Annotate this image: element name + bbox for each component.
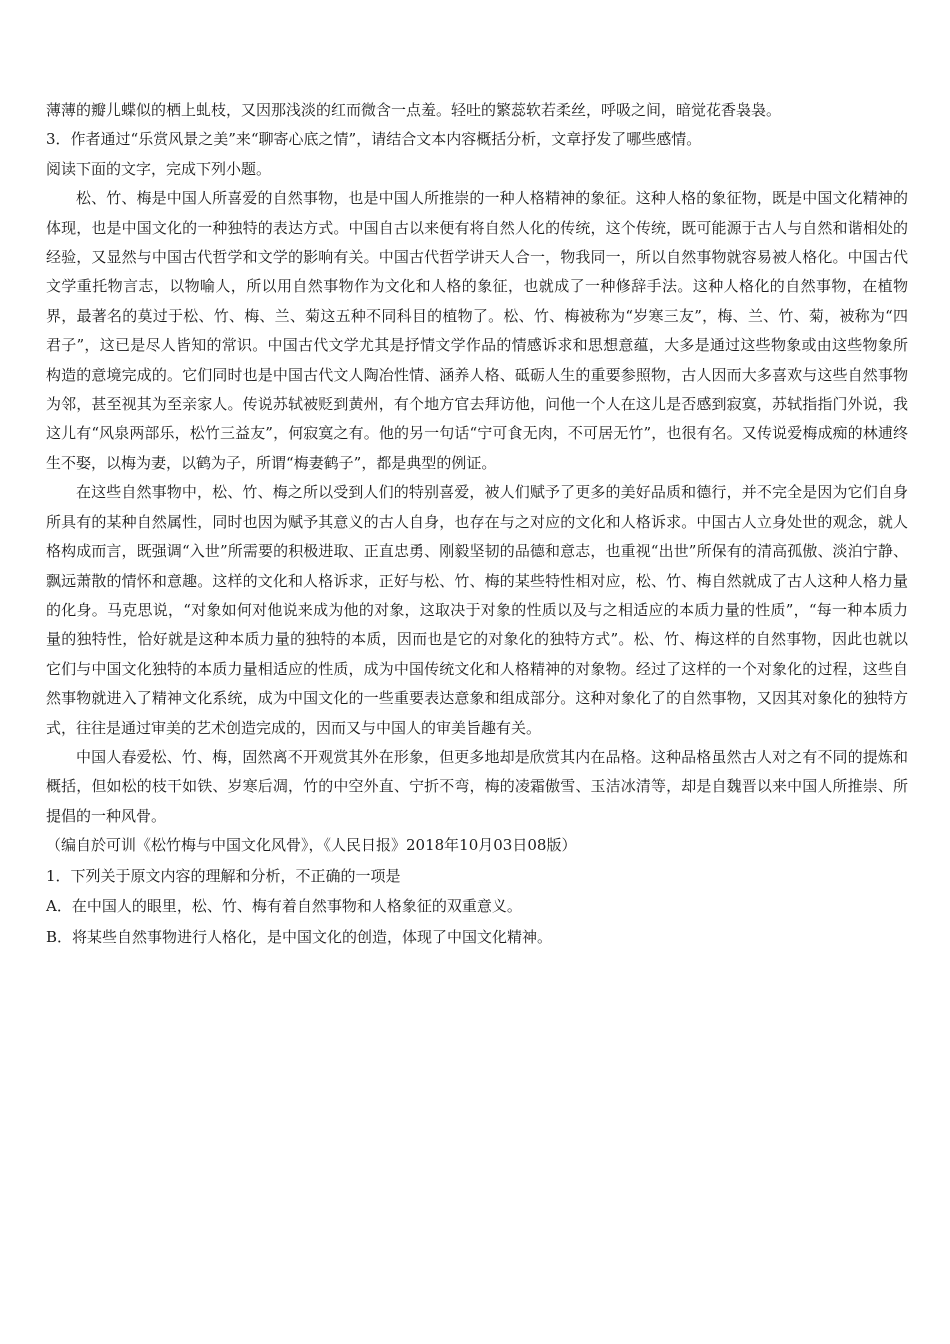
question-1-option-a: A．在中国人的眼里，松、竹、梅有着自然事物和人格象征的双重意义。	[46, 897, 522, 916]
article-paragraph-2: 在这些自然事物中，松、竹、梅之所以受到人们的特别喜爱，被人们赋予了更多的美好品质和德行，并不完全是因为它们自身所具有的某种自然属性，同时也因为赋予其意义的古人自身，也存在与之对应的文化和人格诉求。中国古人立身处世的观念，就人格构成而言，既强调“入世”所需要的积极进取、正直忠勇、刚毅坚韧的品德和意志，也重视“出世”所保有的清高孤傲、淡泊宁静、飘远萧散的情怀和意趣。这样的文化和人格诉求，正好与松、竹、梅的某些特性相对应，松、竹、梅自然就成了古人这种人格力量的化身。马克思说，“对象如何对他说来成为他的对象，这取决于对象的性质以及与之相适应的本质力量的性质”，“每一种本质力量的独特性，恰好就是这种本质力量的独特的本质，因而也是它的对象化的独特方式”。松、竹、梅这样的自然事物，因此也就以它们与中国文化独特的本质力量相适应的性质，成为中国传统文化和人格精神的对象物。经过了这样的一个对象化的过程，这些自然事物就进入了精神文化系统，成为中国文化的一些重要表达意象和组成部分。这种对象化了的自然事物，又因其对象化的独特方式，往往是通过审美的艺术创造完成的，因而又与中国人的审美旨趣有关。	[46, 483, 908, 737]
question-1-option-b: B．将某些自然事物进行人格化，是中国文化的创造，体现了中国文化精神。	[46, 927, 553, 946]
previous-passage-tail: 薄薄的瓣儿蝶似的栖上虬枝，又因那浅淡的红而微含一点羞。轻吐的繁蕊软若柔丝，呼吸之间，暗觉花香袅袅。	[46, 101, 782, 119]
previous-question-3: 3．作者通过“乐赏风景之美”来“聊寄心底之情”，请结合文本内容概括分析，文章抒发了哪些感情。	[46, 130, 702, 149]
reading-instruction: 阅读下面的文字，完成下列小题。	[46, 159, 272, 178]
document-page	[46, 96, 908, 952]
article-source: （编自於可训《松竹梅与中国文化风骨》，《人民日报》2018年10月03日08版）	[46, 836, 577, 855]
article-paragraph-1: 松、竹、梅是中国人所喜爱的自然事物，也是中国人所推崇的一种人格精神的象征。这种人格的象征物，既是中国文化精神的体现，也是中国文化的一种独特的表达方式。中国自古以来便有将自然人化的传统，这个传统，既可能源于古人与自然和谐相处的经验，又显然与中国古代哲学和文学的影响有关。中国古代哲学讲天人合一，物我同一，所以自然事物就容易被人格化。中国古代文学重托物言志，以物喻人，所以用自然事物作为文化和人格的象征，也就成了一种修辞手法。这种人格化的自然事物，在植物界，最著名的莫过于松、竹、梅、兰、菊这五种不同科目的植物了。松、竹、梅被称为“岁寒三友”，梅、兰、竹、菊，被称为“四君子”，这已是尽人皆知的常识。中国古代文学尤其是抒情文学作品的情感诉求和思想意蕴，大多是通过这些物象或由这些物象所构造的意境完成的。它们同时也是中国古代文人陶冶性情、涵养人格、砥砺人生的重要参照物，古人因而大多喜欢与这些自然事物为邻，甚至视其为至亲家人。传说苏轼被贬到黄州，有个地方官去拜访他，问他一个人在这儿是否感到寂寞，苏轼指指门外说，我这儿有“风泉两部乐，松竹三益友”，何寂寞之有。他的另一句话“宁可食无肉，不可居无竹”，也很有名。又传说爱梅成痴的林逋终生不娶，以梅为妻，以鹤为子，所谓“梅妻鹤子”，都是典型的例证。	[46, 189, 908, 472]
question-1-stem: 1．下列关于原文内容的理解和分析，不正确的一项是	[46, 866, 401, 885]
article-paragraph-3: 中国人春爱松、竹、梅，固然离不开观赏其外在形象，但更多地却是欣赏其内在品格。这种品格虽然古人对之有不同的提炼和概括，但如松的枝干如铁、岁寒后凋，竹的中空外直、宁折不弯，梅的凌霜傲雪、玉洁冰清等，却是自魏晋以来中国人所推崇、所提倡的一种风骨。	[46, 747, 908, 825]
